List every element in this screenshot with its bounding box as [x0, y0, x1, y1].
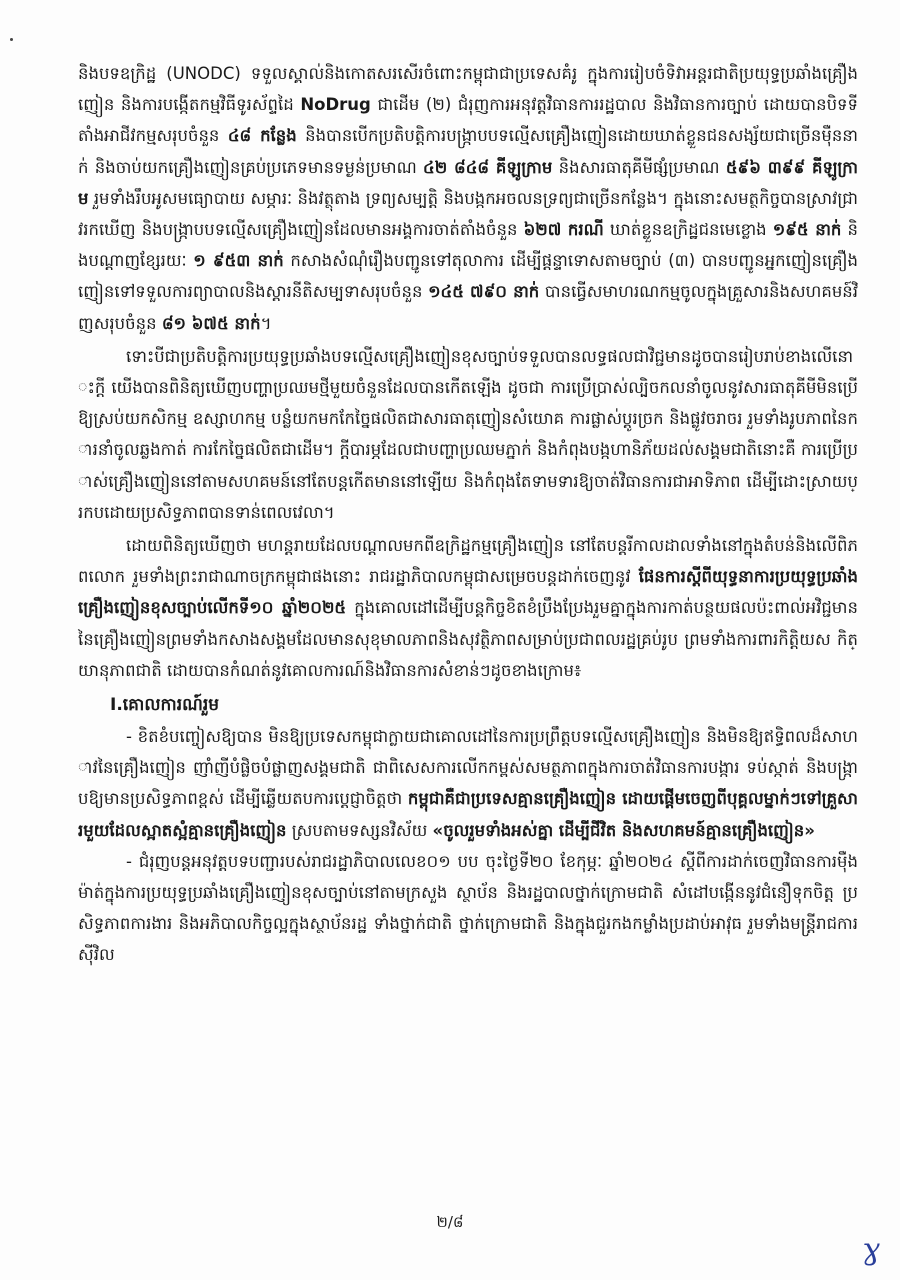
- scan-speck: [10, 38, 13, 41]
- bold-text: កម្ពុជាគឺជាប្រទេសគ្មានគ្រឿងញៀន ដោយផ្ដើមចេញពីបុគ្គលម្នាក់ៗទៅគ្រួសារមួយដែលស្អាតស្អំគ្មានគ្រឿងញៀន: [78, 789, 858, 840]
- text-run: - ខិតខំបញ្ចៀសឱ្យបាន មិនឱ្យប្រទេសកម្ពុជាក្លាយជាគោលដៅនៃការប្រព្រឹត្តបទល្មើសគ្រឿងញៀន និងមិនឱ្យឥទ្ធិពលដ៏សាហាវនៃគ្រឿងញៀន ញាំញីបំផ្លិចបំផ្លាញសង្គមជាតិ ជាពិសេសការលើកកម្ពស់សមត្ថភាពក្នុងការចាត់វិធានការបង្ការ ទប់ស្កាត់ និងបង្ក្រាបឱ្យមានប្រសិទ្ធភាពខ្ពស់ ដើម្បីឆ្លើយតបការប្ដេជ្ញាចិត្តថា: [78, 727, 858, 809]
- text-run: ក្នុងគោលដៅដើម្បីបន្តកិច្ចខិតខំប្រឹងប្រែងរួមគ្នាក្នុងការកាត់បន្ថយផលប៉ះពាល់អវិជ្ជមាននៃគ្រឿងញៀនព្រមទាំងកសាងសង្គមដែលមានសុខុមាលភាពនិងសុវត្ថិភាពសម្រាប់ប្រជាពលរដ្ឋគ្រប់រូប ព្រមទាំងការពារកិត្តិយស កិត្យានុភាពជាតិ ដោយបានកំណត់នូវគោលការណ៍និងវិធានការសំខាន់ៗដូចខាងក្រោម៖: [78, 598, 858, 680]
- bullet-item: [78, 846, 858, 971]
- handwritten-initial: ɣ: [862, 1232, 880, 1267]
- text-run: និងបណ្ដាញខ្សែរយៈ: [78, 220, 859, 271]
- text-run: និងបទឧក្រិដ្ឋ (UNODC) ទទួលស្គាល់និងកោតសរសើរចំពោះកម្ពុជាជាប្រទេសគំរូ ក្នុងការរៀបចំទិវាអន្តរជាតិប្រយុទ្ធប្រឆាំងគ្រឿងញៀន និងការបង្កើតកម្មវិធីទូរស័ព្ទដៃ: [78, 64, 858, 115]
- document-body: [78, 58, 858, 971]
- text-run: និងសារធាតុគីមីផ្សំប្រមាណ: [552, 157, 726, 177]
- bold-text: ៤៨ កន្លែង: [227, 126, 297, 146]
- text-run: ឃាត់ខ្លួនឧក្រិដ្ឋជនមេខ្លោង: [603, 220, 773, 240]
- bold-text: ១ ៩៥៣ នាក់: [193, 251, 284, 271]
- text-run: ជាដើម (២) ជំរុញការអនុវត្តវិធានការរដ្ឋបាល និងវិធានការច្បាប់ ដោយបានបិទទីតាំងអាជីវកម្មសរុបចំនួន: [78, 95, 859, 146]
- text-run: កសាងសំណុំរឿងបញ្ជូនទៅតុលាការ ដើម្បីផ្ដន្ទាទោសតាមច្បាប់ (៣) បានបញ្ជូនអ្នកញៀនគ្រឿងញៀនទៅទទួលការព្យាបាលនិងស្តារនីតិសម្បទាសរុបចំនួន: [78, 251, 859, 302]
- bold-text: ផែនការស្ដីពីយុទ្ធនាការប្រយុទ្ធប្រឆាំងគ្រឿងញៀនខុសច្បាប់លើកទី១០ ឆ្នាំ២០២៥: [78, 567, 858, 618]
- bold-text: «ចូលរួមទាំងអស់គ្នា ដើម្បីជីវិត និងសហគមន៍គ្មានគ្រឿងញៀន»: [432, 820, 815, 840]
- section-heading: I.គោលការណ៍រួម: [110, 695, 220, 716]
- text-run: និងបានបើកប្រតិបត្តិការបង្ក្រាបបទល្មើសគ្រឿងញៀនដោយឃាត់ខ្លួនជនសង្ស័យជាច្រើនម៉ឺននាក់ និងចាប់យកគ្រឿងញៀនគ្រប់ប្រភេទមានទម្ងន់ប្រមាណ: [78, 126, 859, 177]
- paragraph-challenges: [78, 341, 858, 528]
- bold-text: ១៩៥ នាក់: [772, 220, 842, 240]
- bold-text: ៨១ ៦៧៥ នាក់: [161, 313, 261, 333]
- bold-text: ៥៩៦ ៣៩៩ គីឡូក្រាម: [78, 157, 858, 208]
- paragraph-achievements: [78, 58, 858, 339]
- bold-text: ៦២៧ ករណី: [523, 220, 604, 240]
- text-run: ស្របតាមទស្សនវិស័យ: [286, 820, 433, 840]
- text-run: បានធ្វើសមាហរណកម្មចូលក្នុងគ្រួសារនិងសហគមន៍វិញសរុបចំនួន: [78, 282, 858, 333]
- bold-text: ៤២ ៨៤៨ គីឡូក្រាម: [423, 157, 553, 177]
- bullet-item: [78, 721, 858, 846]
- text-run: - ជំរុញបន្តអនុវត្តបទបញ្ជារបស់រាជរដ្ឋាភិបាលលេខ០១ បប ចុះថ្ងៃទី២០ ខែកុម្ភៈ ឆ្នាំ២០២៤ ស្ដីពីការដាក់ចេញវិធានការម៉ឺងម៉ាត់ក្នុងការប្រយុទ្ធប្រឆាំងគ្រឿងញៀនខុសច្បាប់នៅតាមក្រសួង ស្ថាប័ន និងរដ្ឋបាលថ្នាក់ក្រោមជាតិ សំដៅបង្កើននូវជំនឿទុកចិត្ត ប្រសិទ្ធភាពការងារ និងអភិបាលកិច្ចល្អក្នុងស្ថាប័នរដ្ឋ ទាំងថ្នាក់ជាតិ ថ្នាក់ក្រោមជាតិ និងក្នុងជួរកងកម្លាំងប្រដាប់អាវុធ រួមទាំងមន្ត្រីរាជការស៊ីវិល: [78, 851, 858, 965]
- text-run: រួមទាំងរឹបអូសមធ្យោបាយ សម្ភារៈ និងវត្ថុតាង ទ្រព្យសម្បត្តិ និងបង្កកអចលនទ្រព្យជាច្រើនកន្លែង។ ក្នុងនោះសមត្ថកិច្ចបានស្រាវជ្រាវរកឃើញ និងបង្ក្រាបបទល្មើសគ្រឿងញៀនដែលមានអង្គការចាត់តាំងចំនួន: [78, 188, 858, 240]
- bold-text: ១៤៥ ៧៩០ នាក់: [428, 282, 540, 302]
- text-run: ដោយពិនិត្យឃើញថា មហន្តរាយដែលបណ្ដាលមកពីឧក្រិដ្ឋកម្មគ្រឿងញៀន នៅតែបន្តរីកាលដាលទាំងនៅក្នុងតំបន់និងលើពិភពលោក រួមទាំងព្រះរាជាណាចក្រកម្ពុជាផងនោះ រាជរដ្ឋាភិបាលកម្ពុជាសម្រេចបន្តដាក់ចេញនូវ: [78, 536, 858, 587]
- bold-text: NoDrug: [300, 95, 371, 115]
- page-number: ២/៨: [436, 1213, 464, 1231]
- text-run: ទោះបីជាប្រតិបត្តិការប្រយុទ្ធប្រឆាំងបទល្មើសគ្រឿងញៀនខុសច្បាប់ទទួលបានលទ្ធផលជាវិជ្ជមានដូចបានរៀបរាប់ខាងលើនោះក្តី យើងបានពិនិត្យឃើញបញ្ហាប្រឈមថ្មីមួយចំនួនដែលបានកើតឡើង ដូចជា ការប្រើប្រាស់ល្បិចកលនាំចូលនូវសារធាតុគីមីមិនប្រើឱ្យស្រប់យកសិកម្ម ឧស្សាហកម្ម បន្លំយកមកកែច្នៃផលិតជាសារធាតុញៀនសំយោគ ការផ្លាស់ប្ដូរច្រក និងផ្លូវចរាចរ រួមទាំងរូបភាពនៃការនាំចូលឆ្លងកាត់ ការកែច្នៃផលិតជាដើម។ ក្តីបារម្ភដែលជាបញ្ហាប្រឈមភ្នាក់ និងកំពុងបង្កហានិភ័យដល់សង្គមជាតិនោះគឺ ការប្រើប្រាស់គ្រឿងញៀននៅតាមសហគមន៍នៅតែបន្តកើតមាននៅឡើយ និងកំពុងតែទាមទារឱ្យចាត់វិធានការជាអាទិភាព ដើម្បីដោះស្រាយប្រកបដោយប្រសិទ្ធភាពបានទាន់ពេលវេលា។: [78, 346, 858, 522]
- paragraph-campaign-plan: [78, 530, 858, 686]
- text-run: ។: [260, 313, 272, 333]
